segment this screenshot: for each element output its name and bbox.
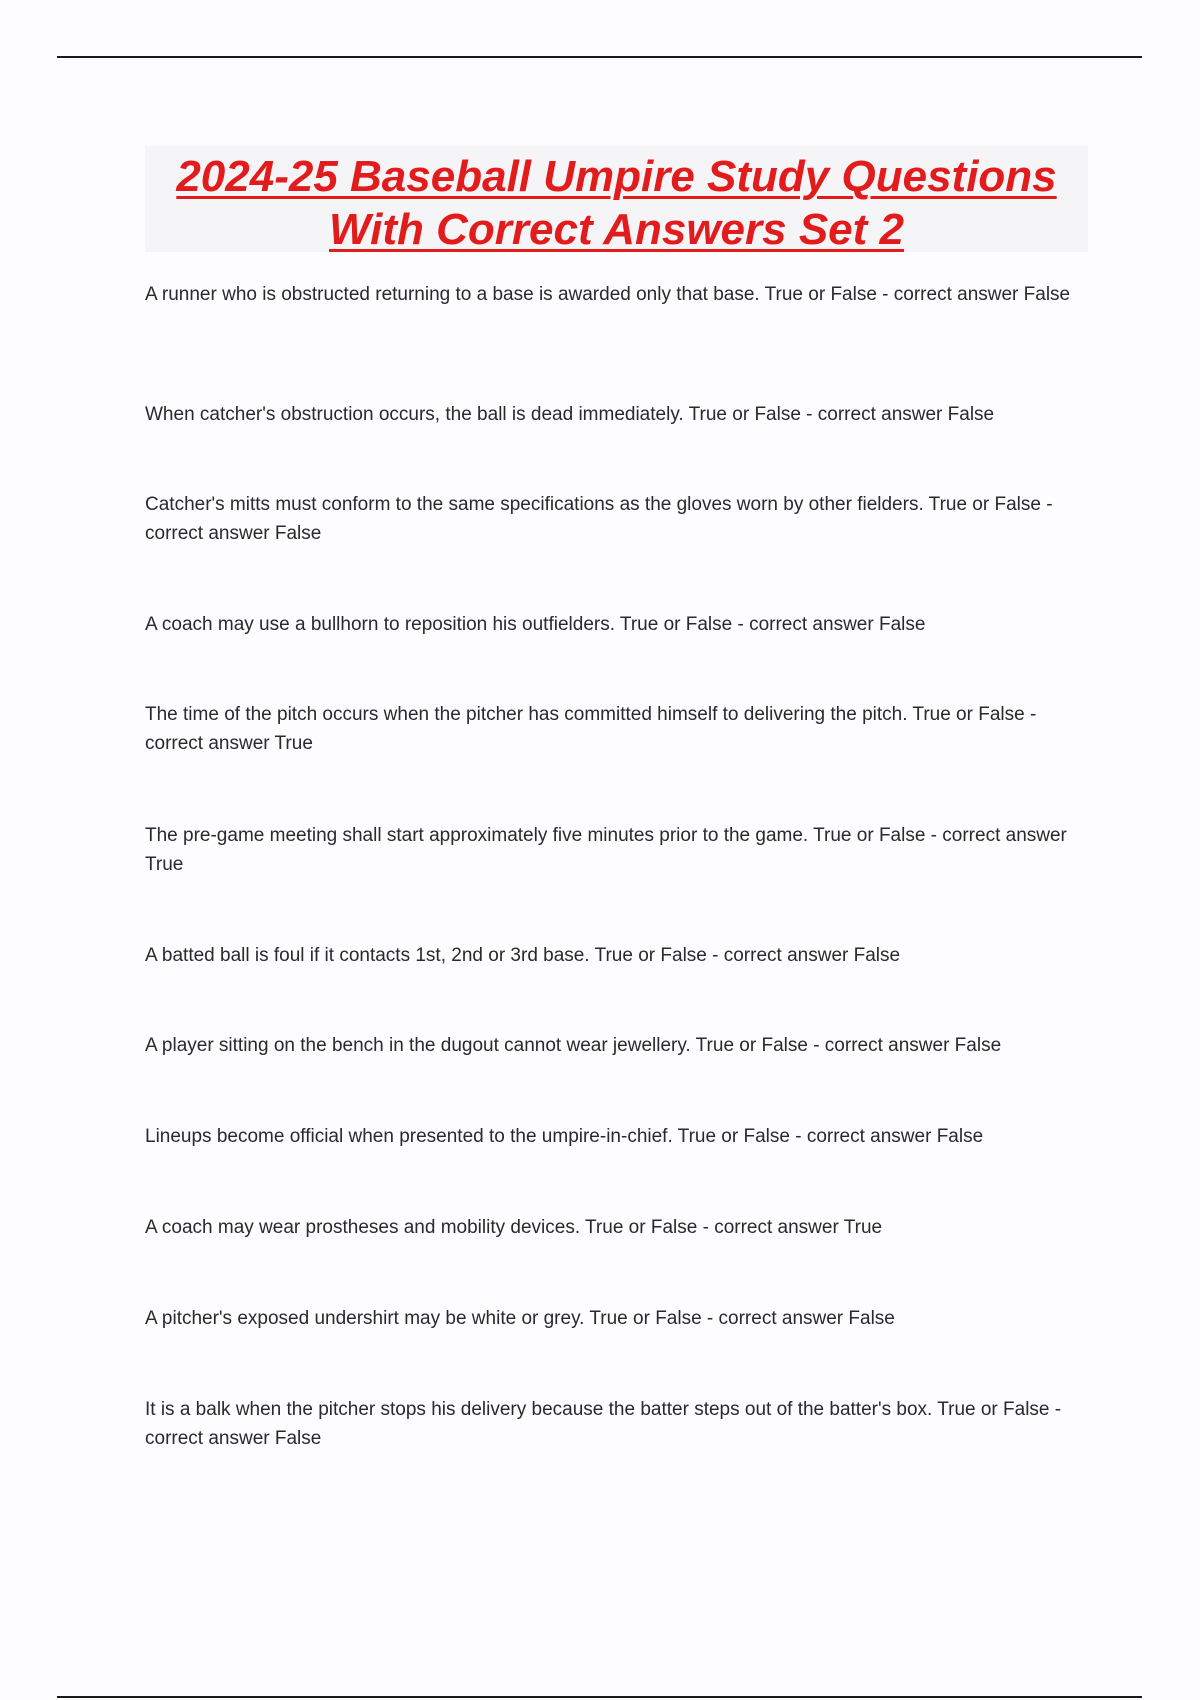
title-line-1: 2024-25 Baseball Umpire Study Questions [176,152,1057,201]
question-item-8: A player sitting on the bench in the dugout cannot wear jewellery. True or False - correct answer False [145,1035,1002,1056]
question-item-1: A runner who is obstructed returning to a base is awarded only that base. True or False - correct answer False [145,284,1071,305]
question-item-2: When catcher's obstruction occurs, the ball is dead immediately. True or False - correct answer False [145,404,995,425]
question-item-9: Lineups become official when presented to the umpire-in-chief. True or False - correct answer False [145,1126,984,1147]
bottom-rule [57,1696,1142,1698]
document-title [145,146,1088,252]
question-item-4: A coach may use a bullhorn to reposition his outfielders. True or False - correct answer False [145,614,926,635]
question-item-3: Catcher's mitts must conform to the same specifications as the gloves worn by other fielders. True or False - correct answer False [145,494,1053,544]
question-item-5: The time of the pitch occurs when the pitcher has committed himself to delivering the pitch. True or False - correct answer True [145,704,1037,754]
question-item-10: A coach may wear prostheses and mobility devices. True or False - correct answer True [145,1217,883,1238]
question-item-11: A pitcher's exposed undershirt may be white or grey. True or False - correct answer False [145,1308,895,1329]
top-rule [57,56,1142,58]
question-item-6: The pre-game meeting shall start approximately five minutes prior to the game. True or False - correct answer True [145,825,1067,875]
question-item-7: A batted ball is foul if it contacts 1st, 2nd or 3rd base. True or False - correct answer False [145,945,901,966]
title-line-2: With Correct Answers Set 2 [328,205,904,254]
question-item-12: It is a balk when the pitcher stops his delivery because the batter steps out of the batter's box. True or False - correct answer False [145,1399,1062,1449]
